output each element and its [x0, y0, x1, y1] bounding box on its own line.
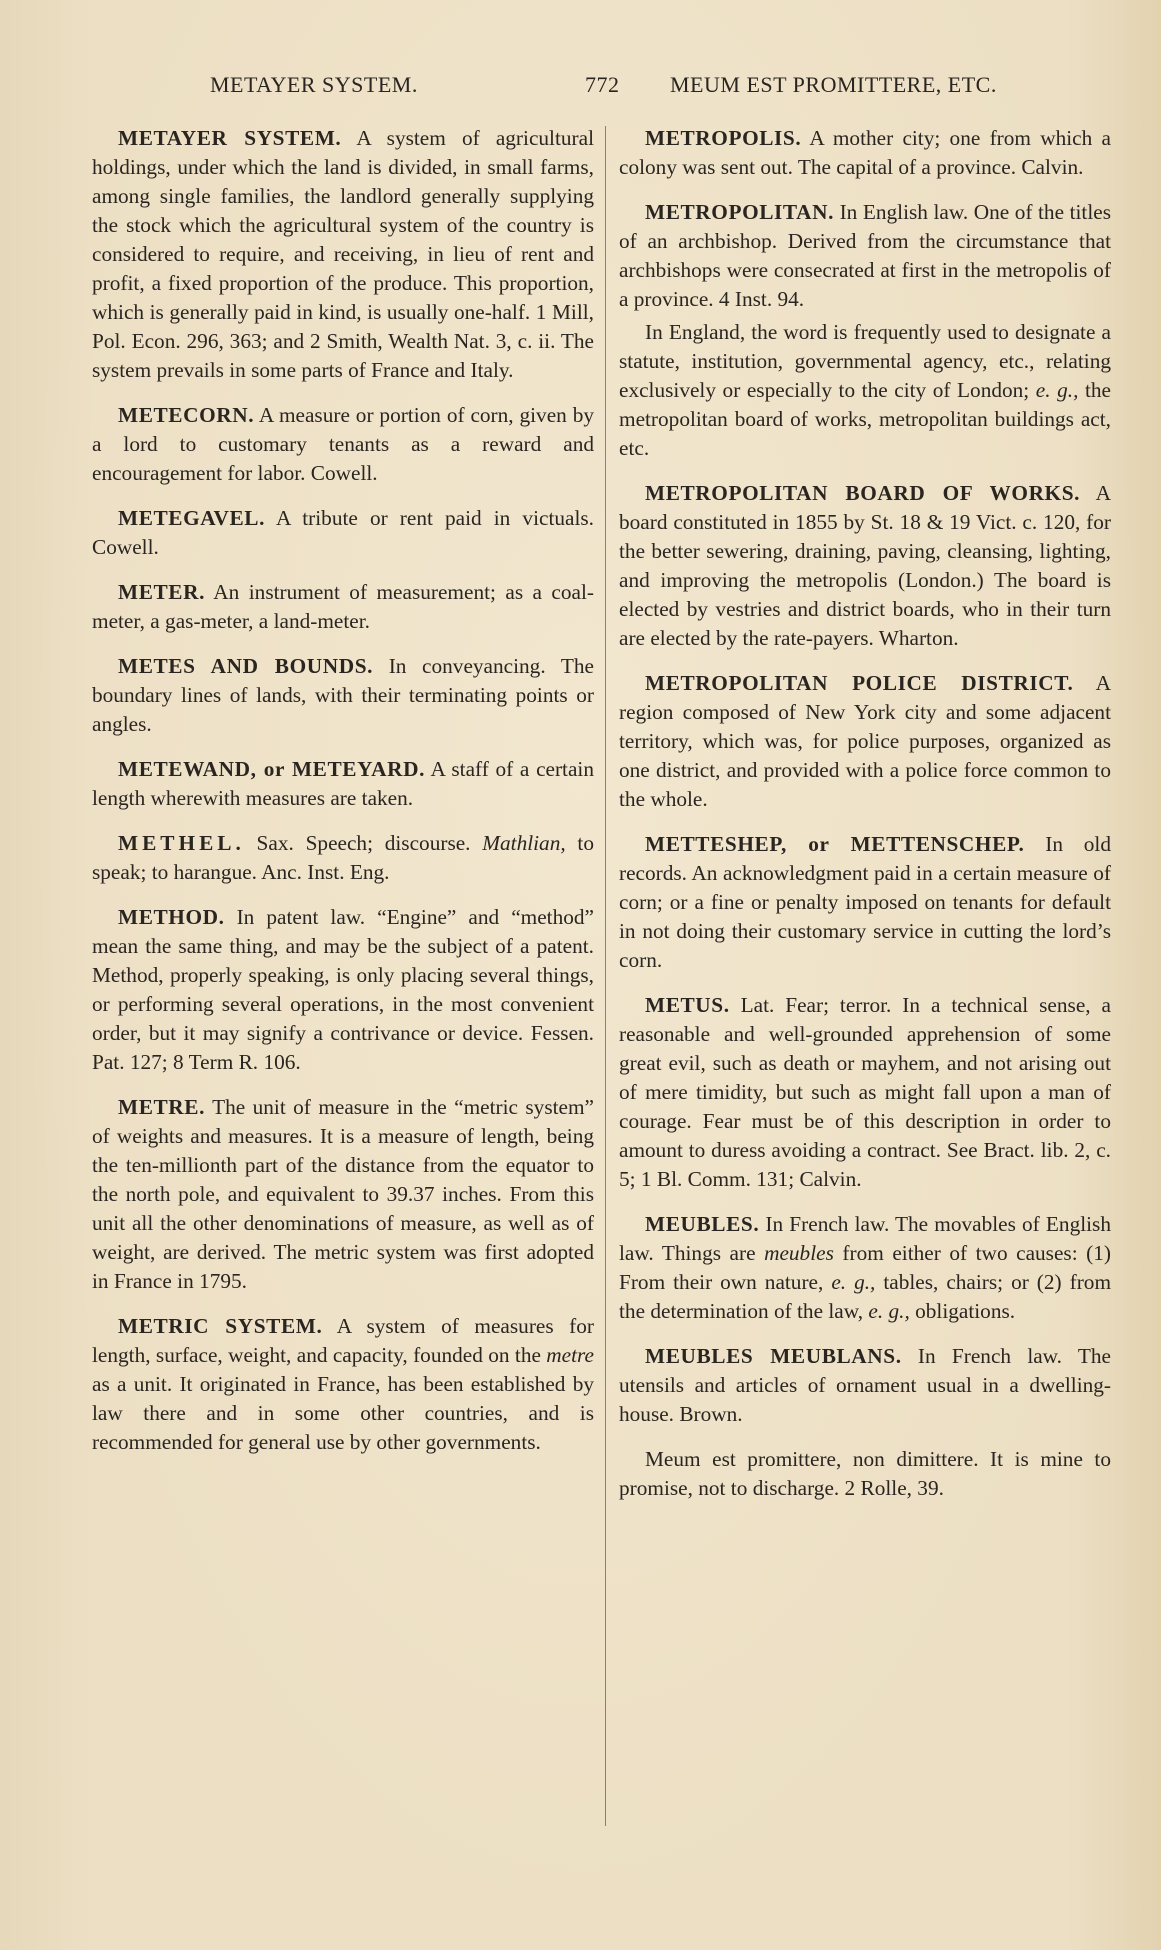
entry-text: A measure or portion of corn, given by a lord to customary tenants as a reward and encouragement for labor. Cowell.	[92, 403, 594, 485]
entry-text: A tribute or rent paid in victuals. Cowell.	[92, 506, 594, 559]
entry-meter	[92, 578, 594, 636]
entry-metropolitan-police-district	[619, 669, 1111, 814]
entry-text: Lat. Fear; terror. In a technical sense, a reasonable and well-grounded apprehension of some great evil, such as death or mayhem, and not arising out of mere timidity, but such as might fall upon a man of courage. Fear must be of this description in order to amount to duress avoiding a contract. See Bract. lib. 2, c. 5; 1 Bl. Comm. 131; Calvin.	[619, 993, 1111, 1191]
entry-text: obligations.	[909, 1299, 1016, 1323]
entry-italic: metre	[546, 1343, 594, 1367]
entry-italic: meubles	[764, 1241, 834, 1265]
entry-metre	[92, 1093, 594, 1296]
entry-term: MEUBLES.	[645, 1212, 760, 1236]
entry-metric-system	[92, 1312, 594, 1457]
left-column	[92, 124, 594, 1473]
entry-text: A system of agricultural holdings, under which the land is divided, in small farms, among single families, the landlord generally supplying the stock which the agricultural system of the country is considered to require, and receiving, in lieu of rent and profit, a fixed proportion of the produce. This proportion, which is generally paid in kind, is usually one-half. 1 Mill, Pol. Econ. 296, 363; and 2 Smith, Wealth Nat. 3, c. ii. The system prevails in some parts of France and Italy.	[92, 126, 594, 382]
entry-metropolitan	[619, 198, 1111, 314]
entry-metayer-system	[92, 124, 594, 385]
entry-text: to speak; to harangue. Anc. Inst. Eng.	[92, 831, 595, 884]
entry-term: METROPOLITAN POLICE DISTRICT.	[645, 671, 1074, 695]
entry-metropolitan-continued	[619, 318, 1111, 463]
entry-text: A staff of a certain length wherewith measures are taken.	[92, 757, 594, 810]
entry-metus	[619, 991, 1111, 1194]
running-head	[90, 72, 1080, 102]
running-head-right: MEUM EST PROMITTERE, ETC.	[670, 72, 997, 97]
entry-text: A system of measures for length, surface, weight, and capacity, founded on the	[92, 1314, 595, 1367]
entry-text: In French law. The utensils and articles of ornament usual in a dwelling-house. Brown.	[619, 1344, 1111, 1426]
entry-metropolitan-board-of-works	[619, 479, 1111, 653]
entry-text: In English law. One of the titles of an archbishop. Derived from the circumstance that archbishops were consecrated at first in the metropolis of a province. 4 Inst. 94.	[619, 200, 1111, 311]
entry-text: A board constituted in 1855 by St. 18 & 19 Vict. c. 120, for the better sewering, draining, paving, cleansing, lighting, and improving the metropolis (London.) The board is elected by vestries and district boards, who in their turn are elected by the rate-payers. Wharton.	[619, 481, 1111, 650]
entry-metropolis	[619, 124, 1111, 182]
entry-text: Sax. Speech; discourse.	[244, 831, 483, 855]
entry-term: METECORN.	[118, 403, 255, 427]
entry-term: METROPOLITAN.	[645, 200, 835, 224]
entry-meum-est-promittere	[619, 1445, 1111, 1503]
entry-text: from either of two causes: (1) From their own nature,	[619, 1241, 1111, 1294]
entry-method	[92, 903, 594, 1077]
entry-italic: e. g.,	[868, 1299, 910, 1323]
entry-term: METTESHEP, or METTENSCHEP.	[645, 832, 1025, 856]
entry-italic: e. g.,	[1035, 378, 1079, 402]
entry-term: METROPOLITAN BOARD OF WORKS.	[645, 481, 1081, 505]
entry-text: In patent law. “Engine” and “method” mean the same thing, and may be the subject of a patent. Method, properly speaking, is only placing several things, or performing several operations, in the most convenient order, but it may signify a contrivance or device. Fessen. Pat. 127; 8 Term R. 106.	[92, 905, 594, 1074]
right-column	[619, 124, 1111, 1519]
column-divider	[605, 126, 606, 1826]
entry-term: METROPOLIS.	[645, 126, 802, 150]
entry-term: METHOD.	[118, 905, 225, 929]
entry-term: METES AND BOUNDS.	[118, 654, 374, 678]
entry-term: METRE.	[118, 1095, 206, 1119]
entry-meubles-meublans	[619, 1342, 1111, 1429]
page-number: 772	[585, 72, 620, 97]
entry-term: METUS.	[645, 993, 730, 1017]
entry-text: In French law. The movables of English law. Things are	[619, 1212, 1111, 1265]
entry-text: tables, chairs; or (2) from the determination of the law,	[619, 1270, 1112, 1323]
entry-term: METRIC SYSTEM.	[118, 1314, 323, 1338]
entry-text: Meum est promittere, non dimittere. It is mine to promise, not to discharge. 2 Rolle, 39.	[619, 1447, 1111, 1500]
running-head-left: METAYER SYSTEM.	[210, 72, 418, 97]
entry-term: METEGAVEL.	[118, 506, 266, 530]
entry-italic: e. g.,	[831, 1270, 876, 1294]
entry-term: METHEL.	[118, 831, 245, 855]
entry-methel	[92, 829, 594, 887]
entry-term: METER.	[118, 580, 206, 604]
entry-term: METEWAND, or METEYARD.	[118, 757, 425, 781]
entry-text: In conveyancing. The boundary lines of lands, with their terminating points or angles.	[92, 654, 595, 736]
entry-text: A mother city; one from which a colony was sent out. The capital of a province. Calvin.	[619, 126, 1111, 179]
entry-meubles	[619, 1210, 1111, 1326]
entry-metegavel	[92, 504, 594, 562]
entry-text: the metropolitan board of works, metropolitan buildings act, etc.	[619, 378, 1111, 460]
entry-text: The unit of measure in the “metric system” of weights and measures. It is a measure of length, being the ten-millionth part of the distance from the equator to the north pole, and equivalent to 39.37 inches. From this unit all the other denominations of measure, as well as of weight, are derived. The metric system was first adopted in France in 1795.	[92, 1095, 594, 1293]
entry-text: An instrument of measurement; as a coal-meter, a gas-meter, a land-meter.	[92, 580, 594, 633]
entry-metes-and-bounds	[92, 652, 594, 739]
entry-text: A region composed of New York city and some adjacent territory, which was, for police purposes, organized as one district, and provided with a police force common to the whole.	[619, 671, 1111, 811]
entry-text: In old records. An acknowledgment paid in a certain measure of corn; or a fine or penalty imposed on tenants for default in not doing their customary service in cutting the lord’s corn.	[619, 832, 1111, 972]
entry-metewand	[92, 755, 594, 813]
entry-metteshep	[619, 830, 1111, 975]
entry-metecorn	[92, 401, 594, 488]
entry-term: METAYER SYSTEM.	[118, 126, 342, 150]
entry-term: MEUBLES MEUBLANS.	[645, 1344, 902, 1368]
entry-text: as a unit. It originated in France, has been established by law there and in some other countries, and is recommended for general use by other governments.	[92, 1372, 594, 1454]
entry-italic: Mathlian,	[482, 831, 566, 855]
entry-text: In England, the word is frequently used to designate a statute, institution, governmental agency, etc., relating exclusively or especially to the city of London;	[619, 320, 1111, 402]
